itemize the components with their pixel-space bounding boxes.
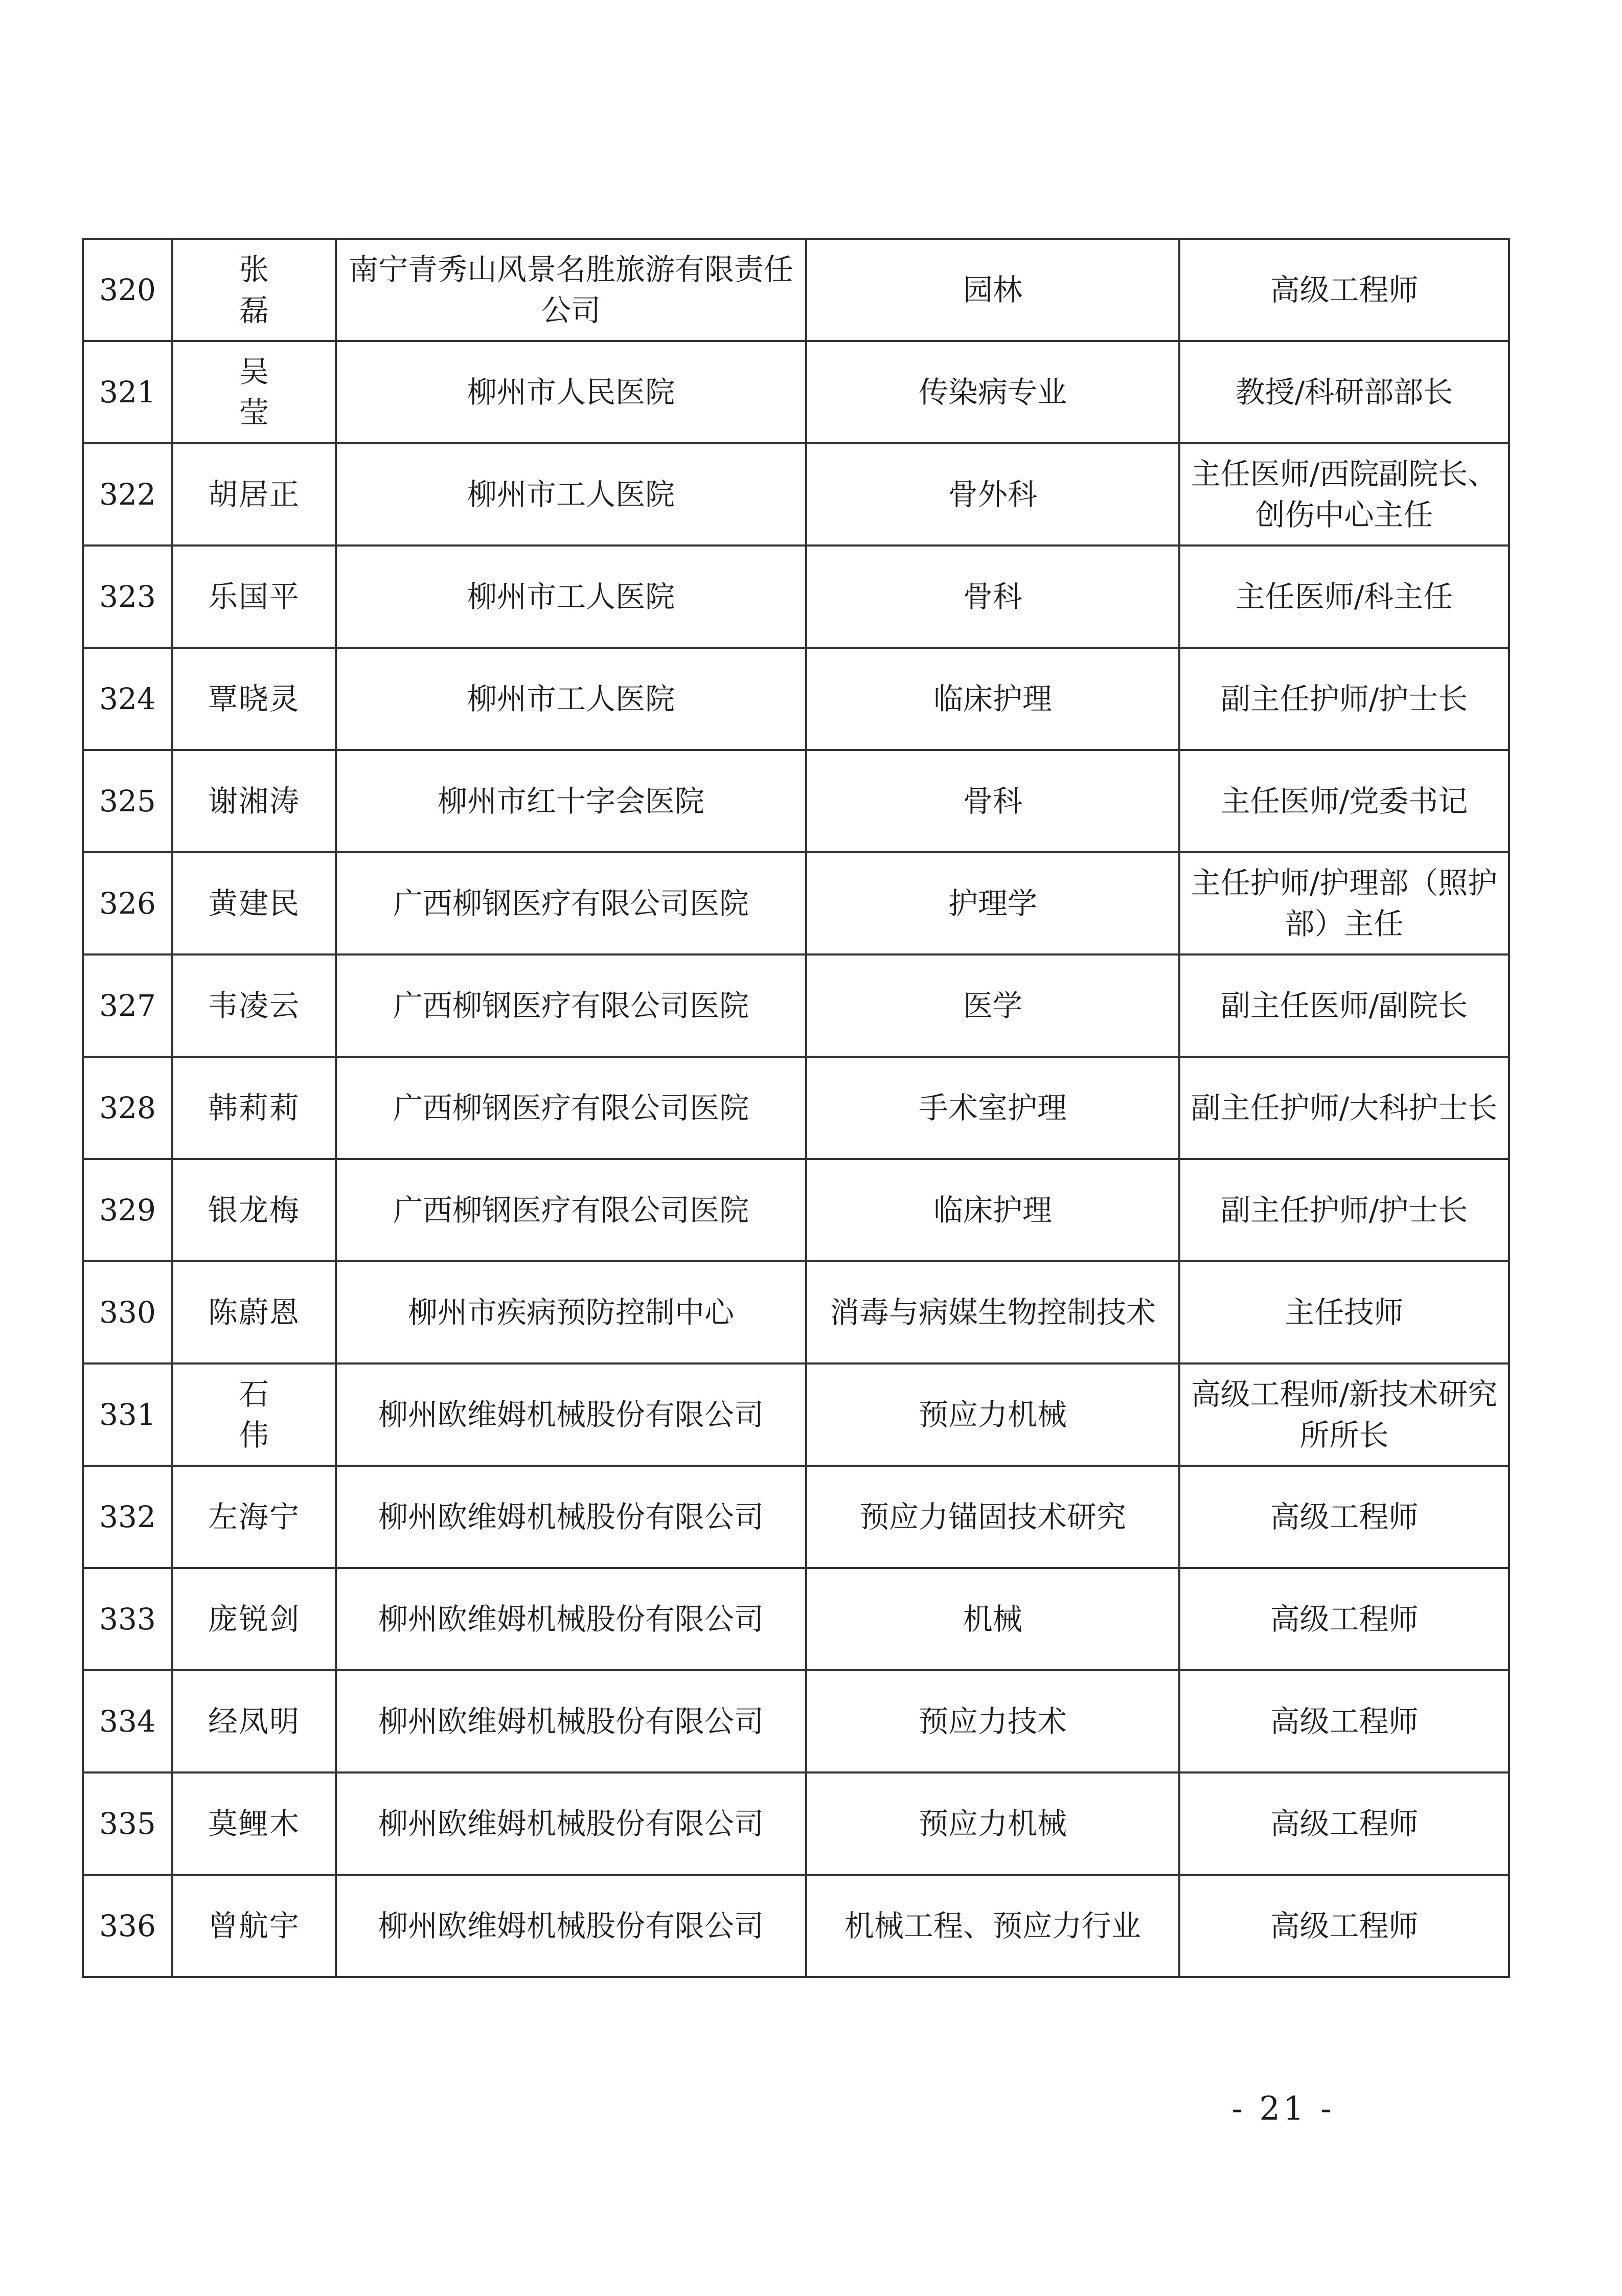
row-number-cell: 321	[83, 341, 172, 443]
title-cell: 主任医师/科主任	[1179, 545, 1509, 648]
title-cell: 教授/科研部部长	[1179, 341, 1509, 443]
title-cell: 高级工程师	[1179, 239, 1509, 341]
specialty-cell: 传染病专业	[806, 341, 1179, 443]
row-number-cell: 320	[83, 239, 172, 341]
specialty-cell: 机械	[806, 1568, 1179, 1670]
employer-cell: 柳州欧维姆机械股份有限公司	[336, 1363, 806, 1466]
title-cell: 副主任护师/大科护士长	[1179, 1057, 1509, 1159]
row-number-cell: 325	[83, 750, 172, 852]
name-cell: 覃晓灵	[172, 648, 336, 750]
employer-cell: 柳州欧维姆机械股份有限公司	[336, 1875, 806, 1977]
personnel-table	[82, 238, 1510, 1978]
row-number-cell: 326	[83, 852, 172, 954]
employer-cell: 广西柳钢医疗有限公司医院	[336, 1159, 806, 1261]
title-cell: 主任医师/党委书记	[1179, 750, 1509, 852]
name-cell: 吴 莹	[172, 341, 336, 443]
table-row	[83, 1261, 1509, 1363]
name-cell: 胡居正	[172, 443, 336, 545]
specialty-cell: 医学	[806, 954, 1179, 1057]
title-cell: 主任医师/西院副院长、创伤中心主任	[1179, 443, 1509, 545]
name-cell: 韦凌云	[172, 954, 336, 1057]
specialty-cell: 预应力机械	[806, 1772, 1179, 1875]
specialty-cell: 护理学	[806, 852, 1179, 954]
table-row	[83, 1568, 1509, 1670]
name-cell: 经凤明	[172, 1670, 336, 1772]
table-row	[83, 1057, 1509, 1159]
employer-cell: 柳州市工人医院	[336, 648, 806, 750]
row-number-cell: 323	[83, 545, 172, 648]
name-cell: 庞锐剑	[172, 1568, 336, 1670]
table-row	[83, 443, 1509, 545]
table-row	[83, 750, 1509, 852]
row-number-cell: 335	[83, 1772, 172, 1875]
title-cell: 高级工程师	[1179, 1875, 1509, 1977]
row-number-cell: 331	[83, 1363, 172, 1466]
specialty-cell: 预应力机械	[806, 1363, 1179, 1466]
title-cell: 高级工程师/新技术研究所所长	[1179, 1363, 1509, 1466]
row-number-cell: 328	[83, 1057, 172, 1159]
name-cell: 石 伟	[172, 1363, 336, 1466]
employer-cell: 柳州欧维姆机械股份有限公司	[336, 1772, 806, 1875]
table-row	[83, 239, 1509, 341]
specialty-cell: 预应力技术	[806, 1670, 1179, 1772]
title-cell: 高级工程师	[1179, 1772, 1509, 1875]
row-number-cell: 336	[83, 1875, 172, 1977]
specialty-cell: 机械工程、预应力行业	[806, 1875, 1179, 1977]
row-number-cell: 327	[83, 954, 172, 1057]
row-number-cell: 322	[83, 443, 172, 545]
title-cell: 副主任医师/副院长	[1179, 954, 1509, 1057]
employer-cell: 南宁青秀山风景名胜旅游有限责任公司	[336, 239, 806, 341]
name-cell: 乐国平	[172, 545, 336, 648]
row-number-cell: 333	[83, 1568, 172, 1670]
row-number-cell: 332	[83, 1466, 172, 1568]
specialty-cell: 骨外科	[806, 443, 1179, 545]
table-body	[83, 239, 1509, 1977]
table-row	[83, 1159, 1509, 1261]
specialty-cell: 骨科	[806, 545, 1179, 648]
title-cell: 高级工程师	[1179, 1670, 1509, 1772]
specialty-cell: 消毒与病媒生物控制技术	[806, 1261, 1179, 1363]
specialty-cell: 预应力锚固技术研究	[806, 1466, 1179, 1568]
employer-cell: 柳州欧维姆机械股份有限公司	[336, 1670, 806, 1772]
specialty-cell: 骨科	[806, 750, 1179, 852]
table-row	[83, 852, 1509, 954]
name-cell: 张 磊	[172, 239, 336, 341]
specialty-cell: 手术室护理	[806, 1057, 1179, 1159]
title-cell: 副主任护师/护士长	[1179, 648, 1509, 750]
name-cell: 银龙梅	[172, 1159, 336, 1261]
employer-cell: 柳州市疾病预防控制中心	[336, 1261, 806, 1363]
title-cell: 高级工程师	[1179, 1466, 1509, 1568]
table-row	[83, 1466, 1509, 1568]
name-cell: 谢湘涛	[172, 750, 336, 852]
page-number: - 21 -	[1231, 2090, 1335, 2128]
specialty-cell: 园林	[806, 239, 1179, 341]
employer-cell: 广西柳钢医疗有限公司医院	[336, 954, 806, 1057]
table-row	[83, 545, 1509, 648]
name-cell: 莫鲤木	[172, 1772, 336, 1875]
specialty-cell: 临床护理	[806, 1159, 1179, 1261]
row-number-cell: 329	[83, 1159, 172, 1261]
name-cell: 韩莉莉	[172, 1057, 336, 1159]
title-cell: 副主任护师/护士长	[1179, 1159, 1509, 1261]
table-row	[83, 1875, 1509, 1977]
table-row	[83, 954, 1509, 1057]
employer-cell: 柳州欧维姆机械股份有限公司	[336, 1568, 806, 1670]
table-row	[83, 648, 1509, 750]
employer-cell: 柳州市红十字会医院	[336, 750, 806, 852]
name-cell: 黄建民	[172, 852, 336, 954]
employer-cell: 柳州市工人医院	[336, 545, 806, 648]
name-cell: 曾航宇	[172, 1875, 336, 1977]
name-cell: 左海宁	[172, 1466, 336, 1568]
table-row	[83, 1772, 1509, 1875]
name-cell: 陈蔚恩	[172, 1261, 336, 1363]
table-row	[83, 1363, 1509, 1466]
row-number-cell: 334	[83, 1670, 172, 1772]
table-row	[83, 341, 1509, 443]
row-number-cell: 330	[83, 1261, 172, 1363]
specialty-cell: 临床护理	[806, 648, 1179, 750]
title-cell: 主任技师	[1179, 1261, 1509, 1363]
employer-cell: 柳州欧维姆机械股份有限公司	[336, 1466, 806, 1568]
employer-cell: 广西柳钢医疗有限公司医院	[336, 1057, 806, 1159]
employer-cell: 柳州市工人医院	[336, 443, 806, 545]
title-cell: 高级工程师	[1179, 1568, 1509, 1670]
title-cell: 主任护师/护理部（照护部）主任	[1179, 852, 1509, 954]
employer-cell: 柳州市人民医院	[336, 341, 806, 443]
table-row	[83, 1670, 1509, 1772]
row-number-cell: 324	[83, 648, 172, 750]
employer-cell: 广西柳钢医疗有限公司医院	[336, 852, 806, 954]
